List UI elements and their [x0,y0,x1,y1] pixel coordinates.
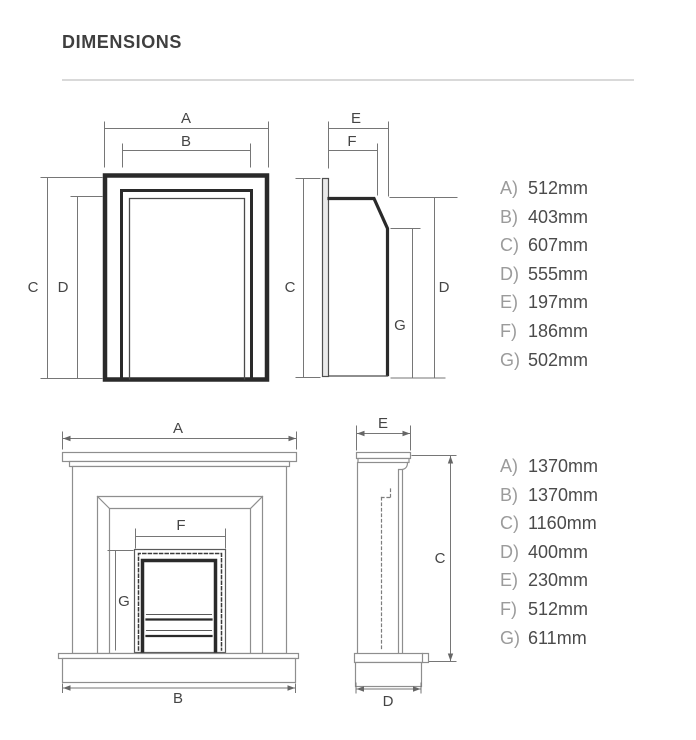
dim-label-c: C [27,279,39,296]
dim-label-c: C [434,550,446,567]
dimension-value: 555mm [528,263,589,284]
dimension-value: 607mm [528,235,589,256]
dim-label-b: B [180,133,192,150]
surround-dimension-list [500,452,598,652]
dim-label-e: E [377,415,389,432]
dimension-row [500,288,588,317]
hearth-lip [59,654,299,659]
dim-b-arrow-left [63,685,71,690]
dimension-letter: G) [500,627,520,648]
dim-e-extensions [329,122,389,196]
dimension-value: 1370mm [528,456,599,476]
dim-c-arrow-top [448,456,453,464]
dimension-letter: A) [500,456,518,476]
dimension-letter: D) [500,541,519,562]
insert-inner-trim [130,199,245,380]
dim-label-f: F [176,517,186,534]
insert-front-view [28,110,269,380]
dimension-letter: A) [500,178,518,198]
dimension-row [500,538,598,567]
hearth-slab [63,659,296,683]
dim-label-e: E [350,110,362,127]
dimension-row [500,509,598,538]
dimension-row [500,260,588,289]
dimension-value: 1160mm [528,513,597,534]
dimension-letter: D) [500,263,519,284]
dimension-letter: C) [500,513,519,534]
dimension-row [500,452,598,481]
dimension-value: 512mm [528,598,589,619]
dim-e-arrow-right [403,431,411,436]
dimension-row [500,317,588,346]
dim-c-arrow-bottom [448,654,453,662]
dim-d-arrow-left [357,686,365,691]
dim-label-g: G [118,593,130,610]
dimension-letter: G) [500,349,520,370]
dimension-row [500,203,588,232]
hidden-line-hook [382,489,391,498]
dimension-letter: B) [500,206,518,227]
insert-dimension-list [500,174,588,374]
dimension-value: 1370mm [528,484,599,505]
dim-label-b: B [172,690,184,707]
dimension-value: 197mm [528,292,589,313]
dim-d-arrow-right [413,686,421,691]
mantel-shelf [63,453,297,462]
dimension-row [500,624,598,653]
dimension-value: 502mm [528,349,589,370]
dim-label-d: D [382,693,394,710]
dimension-value: 611mm [528,627,587,648]
surround-front-view [59,420,299,707]
dim-label-g: G [394,317,406,334]
dim-c-extensions [41,178,102,379]
hearth-lip-profile [355,654,429,663]
dim-label-c: C [284,279,296,296]
leg-top-bracket [403,463,408,470]
shelf-profile-molding [358,459,409,463]
dim-label-f: F [347,133,357,150]
mantel-molding [70,462,290,467]
dimension-row [500,231,588,260]
dimension-letter: F) [500,598,517,619]
dim-label-a: A [180,110,192,127]
page-title: DIMENSIONS [62,32,183,52]
dim-e-arrow-left [357,431,365,436]
dimension-row [500,481,598,510]
leg-back-edge [399,470,403,654]
dimension-row [500,346,588,375]
dim-a-arrow-left [63,436,71,441]
dim-c-extensions [296,179,320,378]
dim-label-d: D [57,279,69,296]
dimension-row [500,595,598,624]
dimension-row [500,174,588,203]
insert-middle-frame [122,191,252,380]
insert-side-view [285,110,457,378]
dimension-letter: B) [500,484,518,505]
dimension-value: 230mm [528,570,589,591]
dimension-row [500,566,598,595]
insert-body-profile [329,199,388,375]
dim-label-a: A [172,420,184,437]
dim-b-arrow-right [288,685,296,690]
shelf-profile-top [357,453,411,459]
hearth-slab-profile [356,663,422,687]
dimension-letter: C) [500,235,519,256]
dimension-value: 512mm [528,178,589,198]
insert-face-plate [323,179,329,377]
dim-a-arrow-right [289,436,297,441]
dimension-value: 400mm [528,541,589,562]
dimension-letter: E) [500,292,518,313]
dimension-value: 403mm [528,206,589,227]
dimension-letter: F) [500,320,517,341]
surround-side-view [355,415,457,710]
dimension-value: 186mm [528,320,589,341]
dim-label-d: D [438,279,450,296]
dimension-letter: E) [500,570,518,591]
